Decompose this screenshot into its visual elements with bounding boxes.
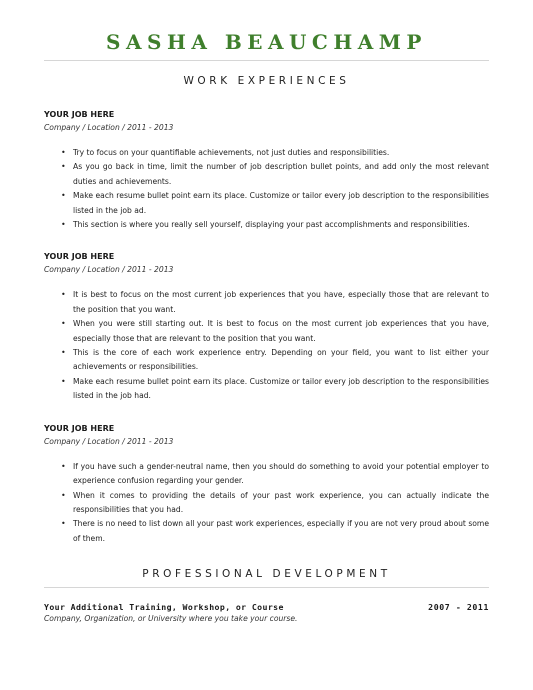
- bullet-dot-icon: •: [61, 191, 66, 201]
- development-entry: [44, 602, 489, 624]
- bullet-text: There is no need to list down all your past work experiences, especially if you are not very proud about some of them.: [73, 519, 489, 543]
- bullet-text: As you go back in time, limit the number of job description bullet points, and add only the most relevant duties and achievements.: [73, 162, 489, 186]
- work-experience-list: [44, 109, 489, 546]
- job-bullets: [44, 288, 489, 403]
- list-item: [61, 160, 489, 189]
- job-meta: Company / Location / 2011 - 2013: [44, 123, 174, 132]
- job-meta: Company / Location / 2011 - 2013: [44, 436, 174, 446]
- bullet-text: Make each resume bullet point earn its place. Customize or tailor every job description to the responsibilities listed in the job had.: [73, 376, 489, 401]
- bullet-dot-icon: •: [61, 376, 66, 386]
- list-item: [61, 346, 489, 375]
- bullet-dot-icon: •: [61, 519, 66, 529]
- list-item: [61, 288, 489, 317]
- list-item: [61, 218, 489, 232]
- bullet-text: Try to focus on your quantifiable achievements, not just duties and responsibilities.: [73, 148, 390, 157]
- bullet-text: Make each resume bullet point earn its place. Customize or tailor every job description to the responsibilities listed in the job ad.: [73, 191, 489, 215]
- job-entry: [44, 423, 489, 546]
- bullet-dot-icon: •: [61, 461, 66, 471]
- bullet-text: When it comes to providing the details of your past work experience, you can actually indicate the responsibilities that you had.: [73, 490, 489, 514]
- course-institution: Company, Organization, or University where you take your course.: [44, 614, 298, 624]
- job-title: YOUR JOB HERE: [44, 252, 115, 262]
- section-title-work: WORK EXPERIENCES: [183, 75, 350, 87]
- job-bullets: [44, 146, 489, 232]
- list-item: [61, 517, 489, 546]
- section-title-development: PROFESSIONAL DEVELOPMENT: [142, 568, 391, 581]
- job-meta: Company / Location / 2011 - 2013: [44, 265, 174, 275]
- bullet-text: When you were still starting out. It is best to focus on the most current job experiences that you have, especially those that are relevant to the position that you want.: [73, 319, 489, 343]
- bullet-dot-icon: •: [61, 490, 66, 500]
- bullet-text: This section is where you really sell yourself, displaying your past accomplishments and responsibilities.: [73, 220, 470, 230]
- job-title: YOUR JOB HERE: [44, 110, 115, 119]
- bullet-text: If you have such a gender-neutral name, then you should do something to avoid your potential employer to experience confusion regarding your gender.: [73, 461, 489, 486]
- job-entry: [44, 251, 489, 403]
- list-item: [61, 317, 489, 346]
- bullet-dot-icon: •: [61, 319, 66, 329]
- job-bullets: [44, 460, 489, 546]
- bullet-text: This is the core of each work experience entry. Depending on your field, you want to list either your achievements or responsibilities.: [73, 348, 489, 372]
- list-item: [61, 146, 489, 160]
- bullet-dot-icon: •: [61, 162, 66, 172]
- development-divider: [44, 587, 489, 588]
- job-title: YOUR JOB HERE: [44, 423, 115, 433]
- list-item: [61, 375, 489, 404]
- development-entry-row: [44, 602, 489, 612]
- bullet-dot-icon: •: [61, 148, 66, 157]
- course-title: Your Additional Training, Workshop, or Course: [44, 602, 284, 613]
- candidate-name: SASHA BEAUCHAMP: [106, 30, 427, 54]
- job-entry: [44, 109, 489, 232]
- bullet-dot-icon: •: [61, 220, 66, 230]
- course-years: 2007 - 2011: [428, 602, 489, 613]
- list-item: [61, 460, 489, 489]
- header-divider: [44, 60, 489, 61]
- list-item: [61, 189, 489, 218]
- bullet-dot-icon: •: [61, 348, 66, 358]
- bullet-dot-icon: •: [61, 290, 66, 300]
- list-item: [61, 489, 489, 518]
- bullet-text: It is best to focus on the most current job experiences that you have, especially those that are relevant to the position that you want.: [73, 290, 489, 314]
